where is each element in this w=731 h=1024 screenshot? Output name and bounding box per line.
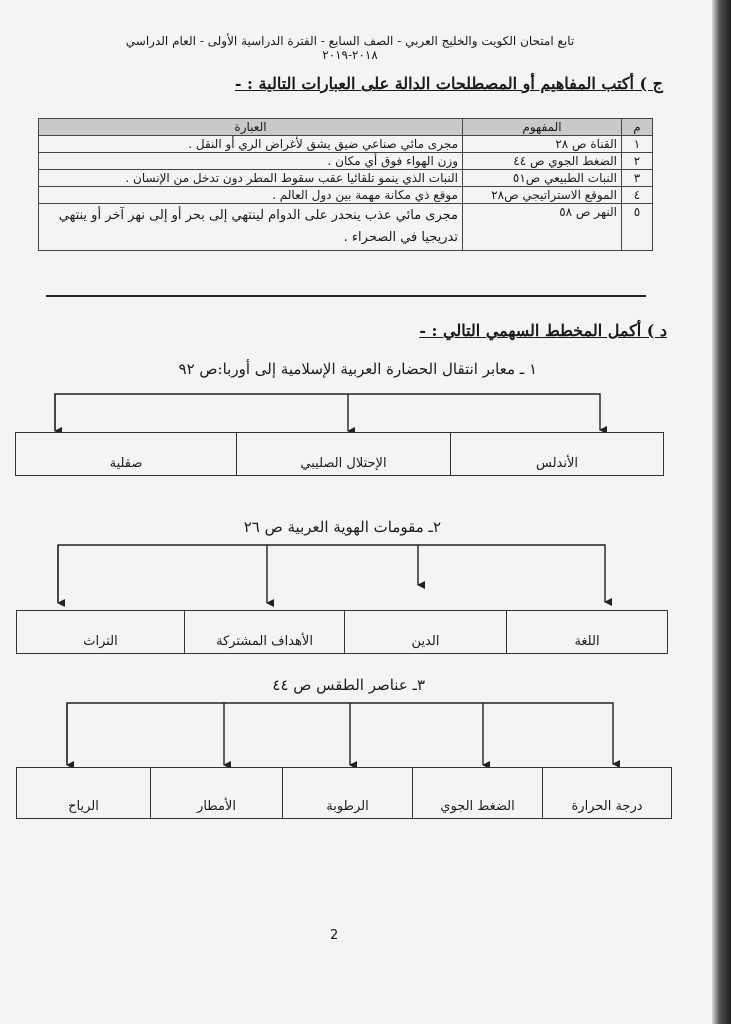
row-concept: النبات الطبيعي ص٥١ <box>463 170 622 187</box>
diagram-1-boxes <box>15 432 664 476</box>
row-concept: الضغط الجوي ص ٤٤ <box>463 153 622 170</box>
diagram-box: الأندلس <box>450 433 663 475</box>
diagram-1-title: ١ ـ معابر انتقال الحضارة العربية الإسلامية إلى أوربا:ص ٩٢ <box>178 360 537 378</box>
row-statement: موقع ذي مكانة مهمة بين دول العالم . <box>39 187 463 204</box>
diagram-box: الدين <box>344 611 506 653</box>
row-num: ٤ <box>622 187 653 204</box>
row-num: ٢ <box>622 153 653 170</box>
page-number: 2 <box>330 928 339 943</box>
diagram-box: الضغط الجوي <box>412 768 542 818</box>
diagram-3-boxes <box>16 767 672 819</box>
row-statement: النبات الذي ينمو تلقائيا عقب سقوط المطر دون تدخل من الإنسان . <box>39 170 463 187</box>
diagram-box: درجة الحرارة <box>542 768 671 818</box>
diagram-box: اللغة <box>506 611 667 653</box>
row-concept: القناة ص ٢٨ <box>463 136 622 153</box>
row-num: ٥ <box>622 204 653 251</box>
diagram-box: الرطوبة <box>282 768 412 818</box>
diagram-2-title: ٢ـ مقومات الهوية العربية ص ٢٦ <box>243 518 441 536</box>
row-concept: الموقع الاستراتيجي ص٢٨ <box>463 187 622 204</box>
row-statement: وزن الهواء فوق أي مكان . <box>39 153 463 170</box>
diagram-3-title: ٣ـ عناصر الطقس ص ٤٤ <box>272 676 425 694</box>
diagram-box: الإحتلال الصليبي <box>236 433 450 475</box>
row-num: ١ <box>622 136 653 153</box>
page-edge-shadow <box>712 0 731 1024</box>
row-concept: النهر ص ٥٨ <box>463 204 622 251</box>
column-header-concept: المفهوم <box>463 119 622 136</box>
section-c-title: ج ) أكتب المفاهيم أو المصطلحات الدالة على العبارات التالية : - <box>234 74 663 93</box>
section-d-title: د ) أكمل المخطط السهمي التالي : - <box>419 321 667 340</box>
diagram-box: صقلية <box>109 456 143 471</box>
exam-header: تابع امتحان الكويت والخليج العربي - الصف السابع - الفترة الدراسية الأولى - العام الدراسي ٢٠١٨-٢٠١٩ <box>125 34 575 62</box>
row-num: ٣ <box>622 170 653 187</box>
diagram-box: الأهداف المشتركة <box>184 611 344 653</box>
row-statement: مجرى مائي عذب ينحدر على الدوام لينتهي إلى بحر أو إلى نهر آخر أو ينتهي تدريجيا في الصحراء . <box>39 204 463 251</box>
diagram-2-boxes <box>16 610 668 654</box>
column-header-num: م <box>622 119 653 136</box>
column-header-statement: العبارة <box>39 119 463 136</box>
diagram-box: الأمطار <box>150 768 282 818</box>
diagram-box: الرياح <box>68 799 99 814</box>
row-statement: مجرى مائي صناعي ضيق يشق لأغراض الري أو النقل . <box>39 136 463 153</box>
diagram-box: التراث <box>83 634 118 649</box>
